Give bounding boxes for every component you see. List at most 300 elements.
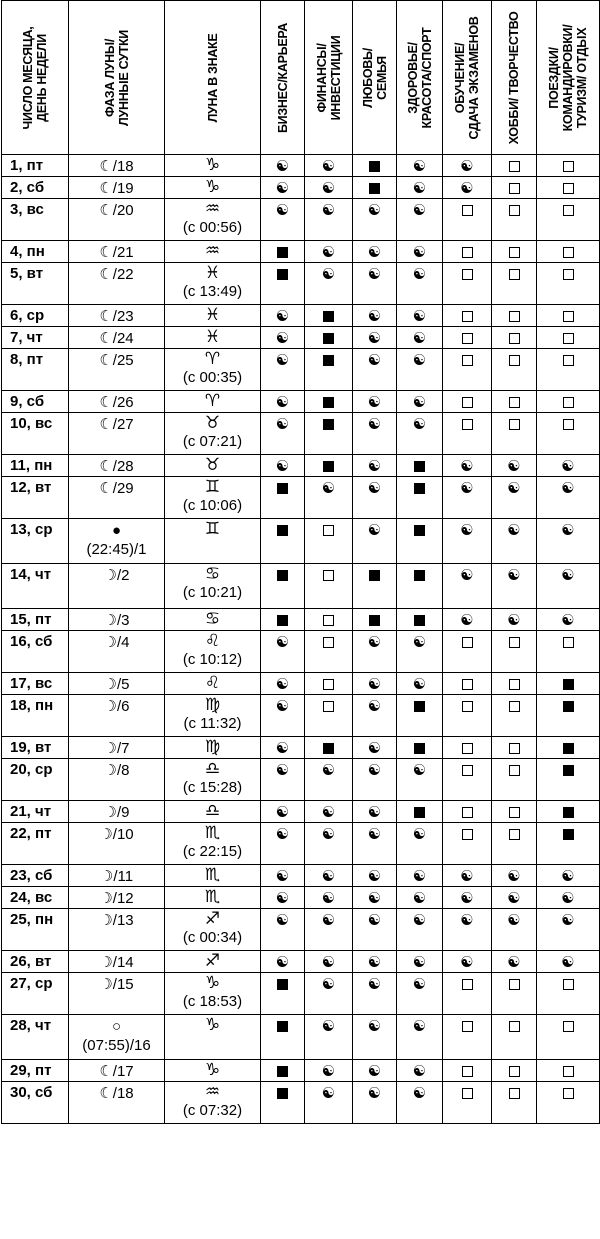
- yin-yang-icon: ☯: [412, 867, 427, 885]
- moon-phase-cell: [69, 519, 165, 564]
- travel-cell: [537, 973, 600, 1015]
- moon-phase-text: ☾/27: [99, 416, 134, 433]
- zodiac-entry-time: (с 00:34): [182, 929, 243, 946]
- love-cell: [353, 391, 397, 413]
- yin-yang-icon: ☯: [321, 867, 336, 885]
- study-cell: [443, 177, 492, 199]
- health-cell: [397, 1082, 443, 1124]
- study-cell: [443, 413, 492, 455]
- yin-yang-icon: ☯: [412, 393, 427, 411]
- moon-phase-cell: [69, 631, 165, 673]
- filled-square-icon: [563, 743, 574, 754]
- yin-yang-icon: ☯: [367, 889, 382, 907]
- zodiac-sign-icon: ♒: [204, 241, 221, 261]
- empty-square-icon: [462, 1021, 473, 1032]
- moon-phase-cell: [69, 1015, 165, 1060]
- header-sign: [165, 1, 261, 155]
- health-cell: [397, 737, 443, 759]
- day-cell: 20, ср: [2, 759, 69, 801]
- zodiac-cell: [165, 199, 261, 241]
- moon-phase-cell: [69, 887, 165, 909]
- hobby-cell: [492, 737, 537, 759]
- empty-square-icon: [509, 679, 520, 690]
- day-cell: 12, вт: [2, 477, 69, 519]
- yin-yang-icon: ☯: [561, 911, 575, 929]
- moon-phase-text: ☾/19: [99, 180, 134, 197]
- love-cell: [353, 155, 397, 177]
- empty-square-icon: [462, 419, 473, 430]
- hobby-cell: [492, 263, 537, 305]
- empty-square-icon: [462, 979, 473, 990]
- study-cell: [443, 1060, 492, 1082]
- love-cell: [353, 564, 397, 609]
- empty-square-icon: [509, 183, 520, 194]
- table-row: [2, 305, 600, 327]
- travel-cell: [537, 327, 600, 349]
- zodiac-entry-time: (с 15:28): [182, 779, 243, 796]
- hobby-cell: [492, 199, 537, 241]
- yin-yang-icon: ☯: [412, 201, 427, 219]
- empty-square-icon: [509, 765, 520, 776]
- day-cell: 7, чт: [2, 327, 69, 349]
- yin-yang-icon: ☯: [275, 825, 290, 843]
- table-row: [2, 413, 600, 455]
- zodiac-sign-icon: ♐: [204, 951, 221, 971]
- zodiac-entry-time: (с 10:06): [182, 497, 243, 514]
- moon-phase-text: ☽/13: [99, 912, 134, 929]
- health-cell: [397, 1060, 443, 1082]
- zodiac-cell: [165, 759, 261, 801]
- business-cell: [261, 865, 305, 887]
- yin-yang-icon: ☯: [367, 329, 382, 347]
- filled-square-icon: [414, 483, 425, 494]
- yin-yang-icon: ☯: [507, 889, 521, 907]
- yin-yang-icon: ☯: [275, 697, 290, 715]
- zodiac-sign-icon: ♐: [204, 909, 221, 929]
- hobby-cell: [492, 759, 537, 801]
- business-cell: [261, 519, 305, 564]
- day-cell: 22, пт: [2, 823, 69, 865]
- zodiac-cell: [165, 155, 261, 177]
- hobby-cell: [492, 413, 537, 455]
- moon-phase-text: ☽/4: [103, 634, 130, 651]
- study-cell: [443, 801, 492, 823]
- empty-square-icon: [563, 333, 574, 344]
- zodiac-sign-icon: ♑: [204, 155, 221, 175]
- yin-yang-icon: ☯: [460, 566, 474, 584]
- business-cell: [261, 823, 305, 865]
- empty-square-icon: [462, 829, 473, 840]
- finance-cell: [305, 349, 353, 391]
- zodiac-cell: [165, 737, 261, 759]
- moon-phase-cell: [69, 564, 165, 609]
- empty-square-icon: [563, 161, 574, 172]
- filled-square-icon: [414, 701, 425, 712]
- zodiac-sign-icon: ♌: [204, 631, 221, 651]
- empty-square-icon: [462, 269, 473, 280]
- study-cell: [443, 519, 492, 564]
- zodiac-entry-time: (с 00:56): [182, 219, 243, 236]
- moon-phase-text: ☽/9: [103, 804, 130, 821]
- health-cell: [397, 801, 443, 823]
- empty-square-icon: [563, 311, 574, 322]
- travel-cell: [537, 305, 600, 327]
- moon-phase-text: ☾/21: [99, 244, 134, 261]
- business-cell: [261, 155, 305, 177]
- finance-cell: [305, 199, 353, 241]
- travel-cell: [537, 413, 600, 455]
- day-cell: 30, сб: [2, 1082, 69, 1124]
- zodiac-sign-icon: ♓: [204, 263, 221, 283]
- hobby-cell: [492, 823, 537, 865]
- yin-yang-icon: ☯: [321, 243, 336, 261]
- moon-phase-cell: [69, 199, 165, 241]
- zodiac-sign-icon: ♍: [204, 695, 221, 715]
- filled-square-icon: [277, 1066, 288, 1077]
- travel-cell: [537, 391, 600, 413]
- yin-yang-icon: ☯: [321, 803, 336, 821]
- study-cell: [443, 305, 492, 327]
- yin-yang-icon: ☯: [367, 867, 382, 885]
- study-cell: [443, 199, 492, 241]
- health-cell: [397, 477, 443, 519]
- table-row: [2, 909, 600, 951]
- zodiac-sign-icon: ♋: [204, 564, 221, 584]
- filled-square-icon: [563, 829, 574, 840]
- study-cell: [443, 865, 492, 887]
- business-cell: [261, 1082, 305, 1124]
- business-cell: [261, 909, 305, 951]
- moon-phase-cell: [69, 609, 165, 631]
- yin-yang-icon: ☯: [460, 457, 474, 475]
- yin-yang-icon: ☯: [507, 911, 521, 929]
- yin-yang-icon: ☯: [275, 761, 290, 779]
- empty-square-icon: [509, 269, 520, 280]
- finance-cell: [305, 973, 353, 1015]
- hobby-cell: [492, 155, 537, 177]
- table-row: [2, 801, 600, 823]
- zodiac-cell: [165, 349, 261, 391]
- finance-cell: [305, 631, 353, 673]
- moon-phase-text: ☽/12: [99, 890, 134, 907]
- zodiac-sign-icon: ♈: [204, 349, 221, 369]
- finance-cell: [305, 263, 353, 305]
- health-cell: [397, 695, 443, 737]
- moon-phase-text: ☾/18: [99, 158, 134, 175]
- empty-square-icon: [509, 397, 520, 408]
- moon-phase-text: ☾/22: [99, 266, 134, 283]
- finance-cell: [305, 455, 353, 477]
- table-row: [2, 865, 600, 887]
- day-cell: 23, сб: [2, 865, 69, 887]
- health-cell: [397, 951, 443, 973]
- business-cell: [261, 327, 305, 349]
- yin-yang-icon: ☯: [367, 307, 382, 325]
- zodiac-cell: [165, 391, 261, 413]
- zodiac-entry-time: (с 22:15): [182, 843, 243, 860]
- moon-phase-text: ☽/15: [99, 976, 134, 993]
- moon-phase-text: ☾/28: [99, 458, 134, 475]
- travel-cell: [537, 1082, 600, 1124]
- moon-phase-text: ☽/8: [103, 762, 130, 779]
- yin-yang-icon: ☯: [561, 479, 575, 497]
- health-cell: [397, 609, 443, 631]
- yin-yang-icon: ☯: [412, 1084, 427, 1102]
- business-cell: [261, 349, 305, 391]
- zodiac-entry-time: (с 07:21): [182, 433, 243, 450]
- yin-yang-icon: ☯: [412, 265, 427, 283]
- day-cell: 13, ср: [2, 519, 69, 564]
- filled-square-icon: [277, 269, 288, 280]
- day-cell: 5, вт: [2, 263, 69, 305]
- yin-yang-icon: ☯: [321, 1017, 336, 1035]
- yin-yang-icon: ☯: [321, 911, 336, 929]
- finance-cell: [305, 519, 353, 564]
- health-cell: [397, 865, 443, 887]
- table-row: [2, 241, 600, 263]
- day-cell: 29, пт: [2, 1060, 69, 1082]
- filled-square-icon: [369, 615, 380, 626]
- table-row: [2, 823, 600, 865]
- yin-yang-icon: ☯: [367, 457, 382, 475]
- moon-phase-cell: [69, 695, 165, 737]
- empty-square-icon: [509, 979, 520, 990]
- moon-phase-cell: [69, 455, 165, 477]
- hobby-cell: [492, 887, 537, 909]
- empty-square-icon: [563, 1088, 574, 1099]
- zodiac-sign-icon: ♑: [204, 1015, 221, 1035]
- study-cell: [443, 673, 492, 695]
- travel-cell: [537, 909, 600, 951]
- filled-square-icon: [323, 397, 334, 408]
- yin-yang-icon: ☯: [367, 675, 382, 693]
- zodiac-cell: [165, 631, 261, 673]
- yin-yang-icon: ☯: [507, 479, 521, 497]
- health-cell: [397, 349, 443, 391]
- moon-phase-cell: [69, 759, 165, 801]
- hobby-cell: [492, 477, 537, 519]
- zodiac-sign-icon: ♉: [204, 413, 221, 433]
- empty-square-icon: [462, 355, 473, 366]
- study-cell: [443, 1015, 492, 1060]
- health-cell: [397, 327, 443, 349]
- zodiac-cell: [165, 951, 261, 973]
- finance-cell: [305, 477, 353, 519]
- business-cell: [261, 1060, 305, 1082]
- empty-square-icon: [462, 397, 473, 408]
- yin-yang-icon: ☯: [460, 521, 474, 539]
- filled-square-icon: [563, 807, 574, 818]
- yin-yang-icon: ☯: [412, 675, 427, 693]
- zodiac-sign-icon: ♓: [204, 305, 221, 325]
- moon-phase-text: ☽/11: [99, 868, 134, 885]
- empty-square-icon: [462, 311, 473, 322]
- hobby-cell: [492, 391, 537, 413]
- empty-square-icon: [563, 269, 574, 280]
- yin-yang-icon: ☯: [367, 739, 382, 757]
- yin-yang-icon: ☯: [460, 911, 474, 929]
- business-cell: [261, 887, 305, 909]
- filled-square-icon: [323, 355, 334, 366]
- header-sign-label: ЛУНА В ЗНАКЕ: [205, 33, 220, 122]
- empty-square-icon: [462, 679, 473, 690]
- empty-square-icon: [563, 1021, 574, 1032]
- yin-yang-icon: ☯: [367, 825, 382, 843]
- empty-square-icon: [509, 355, 520, 366]
- header-study: [443, 1, 492, 155]
- zodiac-cell: [165, 823, 261, 865]
- table-row: [2, 759, 600, 801]
- empty-square-icon: [509, 1088, 520, 1099]
- yin-yang-icon: ☯: [412, 761, 427, 779]
- yin-yang-icon: ☯: [561, 953, 575, 971]
- filled-square-icon: [323, 743, 334, 754]
- health-cell: [397, 1015, 443, 1060]
- health-cell: [397, 673, 443, 695]
- yin-yang-icon: ☯: [460, 889, 474, 907]
- travel-cell: [537, 241, 600, 263]
- yin-yang-icon: ☯: [507, 953, 521, 971]
- finance-cell: [305, 865, 353, 887]
- moon-phase-text: ☽/14: [99, 954, 134, 971]
- header-day: [2, 1, 69, 155]
- filled-square-icon: [563, 765, 574, 776]
- finance-cell: [305, 391, 353, 413]
- yin-yang-icon: ☯: [561, 566, 575, 584]
- yin-yang-icon: ☯: [275, 803, 290, 821]
- love-cell: [353, 177, 397, 199]
- finance-cell: [305, 155, 353, 177]
- yin-yang-icon: ☯: [367, 633, 382, 651]
- yin-yang-icon: ☯: [275, 911, 290, 929]
- yin-yang-icon: ☯: [321, 975, 336, 993]
- zodiac-cell: [165, 673, 261, 695]
- table-row: [2, 609, 600, 631]
- day-cell: 2, сб: [2, 177, 69, 199]
- yin-yang-icon: ☯: [507, 867, 521, 885]
- finance-cell: [305, 327, 353, 349]
- zodiac-sign-icon: ♋: [204, 609, 221, 629]
- header-hobby-label: ХОББИ/ ТВОРЧЕСТВО: [507, 11, 521, 144]
- lunar-calendar-table: [1, 0, 600, 1124]
- moon-phase-cell: [69, 1060, 165, 1082]
- moon-phase-cell: [69, 327, 165, 349]
- empty-square-icon: [509, 1021, 520, 1032]
- filled-square-icon: [277, 979, 288, 990]
- filled-square-icon: [414, 807, 425, 818]
- zodiac-sign-icon: ♊: [204, 519, 221, 539]
- moon-phase-cell: [69, 305, 165, 327]
- zodiac-sign-icon: ♏: [204, 823, 221, 843]
- zodiac-cell: [165, 519, 261, 564]
- study-cell: [443, 455, 492, 477]
- empty-square-icon: [563, 397, 574, 408]
- love-cell: [353, 1060, 397, 1082]
- filled-square-icon: [563, 701, 574, 712]
- finance-cell: [305, 177, 353, 199]
- health-cell: [397, 413, 443, 455]
- header-phase-label: ФАЗА ЛУНЫ/ ЛУННЫЕ СУТКИ: [102, 29, 131, 126]
- love-cell: [353, 823, 397, 865]
- zodiac-cell: [165, 263, 261, 305]
- study-cell: [443, 909, 492, 951]
- love-cell: [353, 305, 397, 327]
- study-cell: [443, 327, 492, 349]
- business-cell: [261, 695, 305, 737]
- empty-square-icon: [323, 701, 334, 712]
- yin-yang-icon: ☯: [321, 825, 336, 843]
- zodiac-cell: [165, 909, 261, 951]
- empty-square-icon: [462, 743, 473, 754]
- zodiac-cell: [165, 477, 261, 519]
- moon-phase-cell: [69, 155, 165, 177]
- empty-square-icon: [323, 637, 334, 648]
- day-cell: 6, ср: [2, 305, 69, 327]
- finance-cell: [305, 305, 353, 327]
- filled-square-icon: [414, 570, 425, 581]
- filled-square-icon: [414, 743, 425, 754]
- empty-square-icon: [509, 743, 520, 754]
- yin-yang-icon: ☯: [507, 566, 521, 584]
- yin-yang-icon: ☯: [275, 415, 290, 433]
- yin-yang-icon: ☯: [412, 889, 427, 907]
- moon-phase-time: (22:45)/1: [86, 541, 147, 558]
- yin-yang-icon: ☯: [507, 611, 521, 629]
- yin-yang-icon: ☯: [367, 803, 382, 821]
- filled-square-icon: [277, 1021, 288, 1032]
- moon-phase-cell: [69, 1082, 165, 1124]
- hobby-cell: [492, 909, 537, 951]
- yin-yang-icon: ☯: [412, 953, 427, 971]
- travel-cell: [537, 887, 600, 909]
- yin-yang-icon: ☯: [275, 351, 290, 369]
- moon-phase-text: ☽/3: [103, 612, 130, 629]
- love-cell: [353, 737, 397, 759]
- moon-phase-text: ☾/29: [99, 480, 134, 497]
- day-cell: 14, чт: [2, 564, 69, 609]
- header-phase: [69, 1, 165, 155]
- health-cell: [397, 519, 443, 564]
- moon-phase-text: ●: [111, 522, 122, 539]
- hobby-cell: [492, 519, 537, 564]
- health-cell: [397, 177, 443, 199]
- yin-yang-icon: ☯: [275, 633, 290, 651]
- study-cell: [443, 973, 492, 1015]
- zodiac-entry-time: (с 11:32): [183, 715, 242, 732]
- table-row: [2, 564, 600, 609]
- zodiac-cell: [165, 327, 261, 349]
- filled-square-icon: [369, 570, 380, 581]
- study-cell: [443, 695, 492, 737]
- yin-yang-icon: ☯: [460, 953, 474, 971]
- yin-yang-icon: ☯: [321, 761, 336, 779]
- yin-yang-icon: ☯: [321, 479, 336, 497]
- yin-yang-icon: ☯: [321, 157, 336, 175]
- moon-phase-cell: [69, 413, 165, 455]
- zodiac-sign-icon: ♑: [204, 973, 221, 993]
- travel-cell: [537, 155, 600, 177]
- empty-square-icon: [509, 161, 520, 172]
- business-cell: [261, 391, 305, 413]
- empty-square-icon: [462, 333, 473, 344]
- day-cell: 8, пт: [2, 349, 69, 391]
- header-business-label: БИЗНЕС/КАРЬЕРА: [275, 22, 290, 133]
- day-cell: 24, вс: [2, 887, 69, 909]
- zodiac-cell: [165, 609, 261, 631]
- day-cell: 25, пн: [2, 909, 69, 951]
- yin-yang-icon: ☯: [507, 457, 521, 475]
- moon-phase-text: ☾/18: [99, 1085, 134, 1102]
